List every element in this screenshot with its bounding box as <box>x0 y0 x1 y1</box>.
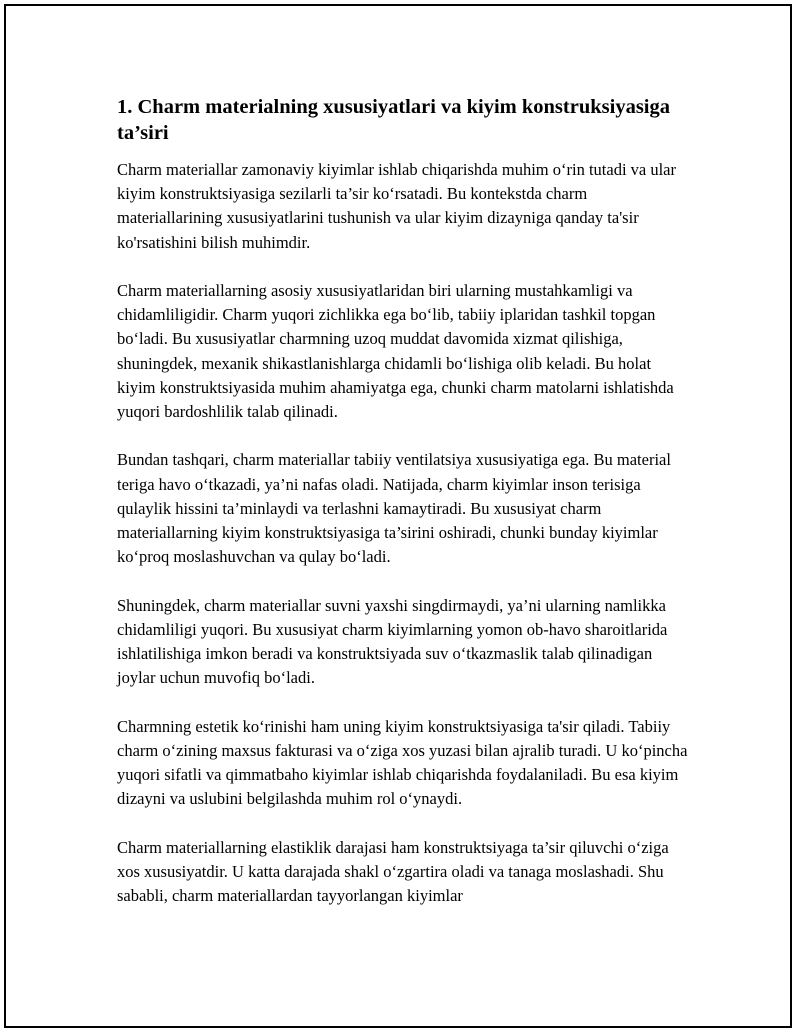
paragraph-4: Shuningdek, charm materiallar suvni yaxshi singdirmaydi, ya’ni ularning namlikka chidamliligi yuqori. Bu xususiyat charm kiyimlarning yomon ob-havo sharoitlarida ishlatilishiga imkon beradi va konstruktsiyada suv o‘tkazmaslik talab qilinadigan joylar uchun muvofiq bo‘ladi. <box>117 595 668 688</box>
section-heading: 1. Charm materialning xususiyatlari va kiyim konstruksiyasiga ta’siri <box>117 96 670 144</box>
paragraph-6: Charm materiallarning elastiklik darajasi ham konstruktsiyaga ta’sir qiluvchi o‘ziga xos xususiyatdir. U katta darajada shakl o‘zgartira oladi va tanaga moslashadi. Shu sababli, charm materiallardan tayyorlangan kiyimlar <box>117 837 669 906</box>
paragraph-3: Bundan tashqari, charm materiallar tabiiy ventilatsiya xususiyatiga ega. Bu material teriga havo o‘tkazadi, ya’ni nafas oladi. Natijada, charm kiyimlar inson terisiga qulaylik hissini ta’minlaydi va terlashni kamaytiradi. Bu xususiyat charm materiallarning kiyim konstruktsiyasiga ta’sirini oshiradi, chunki bunday kiyimlar ko‘proq moslashuvchan va qulay bo‘ladi. <box>117 450 671 567</box>
paragraph-1: Charm materiallar zamonaviy kiyimlar ishlab chiqarishda muhim o‘rin tutadi va ular kiyim konstruktsiyasiga sezilarli ta’sir ko‘rsatadi. Bu kontekstda charm materiallarining xususiyatlarini tushunish va ular kiyim dizayniga qanday ta'sir ko'rsatishini bilish muhimdir. <box>117 160 677 252</box>
document-body <box>117 94 692 908</box>
paragraph-2: Charm materiallarning asosiy xususiyatlaridan biri ularning mustahkamligi va chidamliligidir. Charm yuqori zichlikka ega bo‘lib, tabiiy iplaridan tashkil topgan bo‘ladi. Bu xususiyatlar charmning uzoq muddat davomida xizmat qilishiga, shuningdek, mexanik shikastlanishlarga chidamli bo‘lishiga olib keladi. Bu holat kiyim konstruktsiyasida muhim ahamiyatga ega, chunki charm matolarni ishlatishda yuqori bardoshlilik talab qilinadi. <box>117 281 674 422</box>
paragraph-5: Charmning estetik ko‘rinishi ham uning kiyim konstruktsiyasiga ta'sir qiladi. Tabiiy charm o‘zining maxsus fakturasi va o‘ziga xos yuzasi bilan ajralib turadi. U ko‘pincha yuqori sifatli va qimmatbaho kiyimlar ishlab chiqarishda foydalaniladi. Bu esa kiyim dizayni va uslubini belgilashda muhim rol o‘ynaydi. <box>117 716 688 809</box>
